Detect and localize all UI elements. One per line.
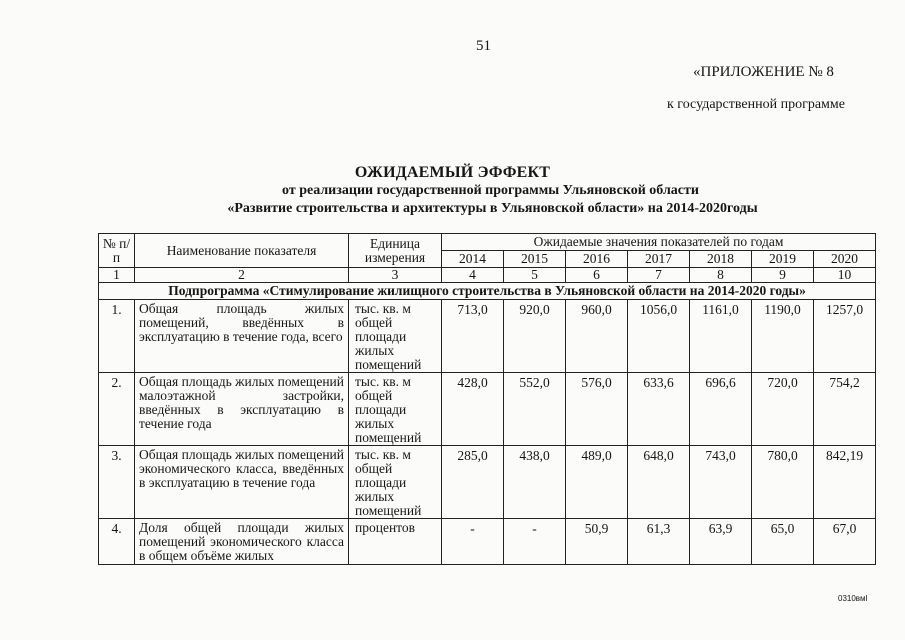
indicator-unit: тыс. кв. м общей площади жилых помещений [349, 373, 442, 446]
document-title: ОЖИДАЕМЫЙ ЭФФЕКТ [354, 164, 551, 181]
header-row-top [99, 234, 876, 251]
row-number: 1. [99, 300, 135, 373]
value-cell: 780,0 [752, 446, 814, 519]
table-row [99, 373, 876, 446]
value-cell: 743,0 [690, 446, 752, 519]
value-cell: - [504, 519, 566, 565]
indicator-name: Доля общей площади жилых помещений экономического класса в общем объёме жилых [135, 519, 349, 565]
value-cell: 842,19 [814, 446, 876, 519]
header-year: 2016 [566, 251, 628, 268]
value-cell: 285,0 [442, 446, 504, 519]
column-number: 2 [135, 268, 349, 283]
value-cell: 438,0 [504, 446, 566, 519]
table-row [99, 446, 876, 519]
indicators-table [98, 233, 876, 565]
value-cell: 65,0 [752, 519, 814, 565]
value-cell: 63,9 [690, 519, 752, 565]
table-row [99, 300, 876, 373]
value-cell: 552,0 [504, 373, 566, 446]
indicator-name: Общая площадь жилых помещений, введённых в эксплуатацию в течение года, всего [135, 300, 349, 373]
header-year: 2017 [628, 251, 690, 268]
value-cell: 428,0 [442, 373, 504, 446]
header-year: 2014 [442, 251, 504, 268]
indicator-unit: тыс. кв. м общей площади жилых помещений [349, 446, 442, 519]
page-number: 51 [476, 38, 491, 54]
column-number: 7 [628, 268, 690, 283]
header-year: 2019 [752, 251, 814, 268]
footer-code: 0310вмI [838, 594, 868, 603]
section-row [99, 283, 876, 300]
header-num: № п/п [99, 234, 135, 268]
annex-subtitle: к государственной программе [667, 97, 845, 112]
value-cell: 920,0 [504, 300, 566, 373]
value-cell: 67,0 [814, 519, 876, 565]
indicator-unit: тыс. кв. м общей площади жилых помещений [349, 300, 442, 373]
value-cell: - [442, 519, 504, 565]
section-title: Подпрограмма «Стимулирование жилищного строительства в Ульяновской области на 2014-2020 годы» [99, 283, 876, 300]
value-cell: 50,9 [566, 519, 628, 565]
column-number-row [99, 268, 876, 283]
value-cell: 754,2 [814, 373, 876, 446]
header-unit: Единица измерения [349, 234, 442, 268]
column-number: 9 [752, 268, 814, 283]
column-number: 10 [814, 268, 876, 283]
header-year: 2020 [814, 251, 876, 268]
header-year: 2018 [690, 251, 752, 268]
header-year: 2015 [504, 251, 566, 268]
column-number: 6 [566, 268, 628, 283]
document-subtitle-line2: «Развитие строительства и архитектуры в Ульяновской области» на 2014-2020годы [227, 201, 758, 216]
value-cell: 648,0 [628, 446, 690, 519]
row-number: 3. [99, 446, 135, 519]
column-number: 1 [99, 268, 135, 283]
value-cell: 1056,0 [628, 300, 690, 373]
indicator-name: Общая площадь жилых помещений экономического класса, введённых в эксплуатацию в течение года [135, 446, 349, 519]
indicator-name: Общая площадь жилых помещений малоэтажной застройки, введённых в эксплуатацию в течение года [135, 373, 349, 446]
column-number: 5 [504, 268, 566, 283]
value-cell: 576,0 [566, 373, 628, 446]
indicator-unit: процентов [349, 519, 442, 565]
header-expected-values: Ожидаемые значения показателей по годам [442, 234, 876, 251]
column-number: 8 [690, 268, 752, 283]
value-cell: 61,3 [628, 519, 690, 565]
value-cell: 1190,0 [752, 300, 814, 373]
header-name: Наименование показателя [135, 234, 349, 268]
value-cell: 696,6 [690, 373, 752, 446]
value-cell: 1257,0 [814, 300, 876, 373]
row-number: 2. [99, 373, 135, 446]
column-number: 3 [349, 268, 442, 283]
value-cell: 713,0 [442, 300, 504, 373]
value-cell: 720,0 [752, 373, 814, 446]
value-cell: 960,0 [566, 300, 628, 373]
table-row [99, 519, 876, 565]
value-cell: 1161,0 [690, 300, 752, 373]
value-cell: 489,0 [566, 446, 628, 519]
column-number: 4 [442, 268, 504, 283]
row-number: 4. [99, 519, 135, 565]
document-subtitle-line1: от реализации государственной программы Ульяновской области [282, 183, 699, 198]
value-cell: 633,6 [628, 373, 690, 446]
annex-title: «ПРИЛОЖЕНИЕ № 8 [693, 64, 834, 80]
